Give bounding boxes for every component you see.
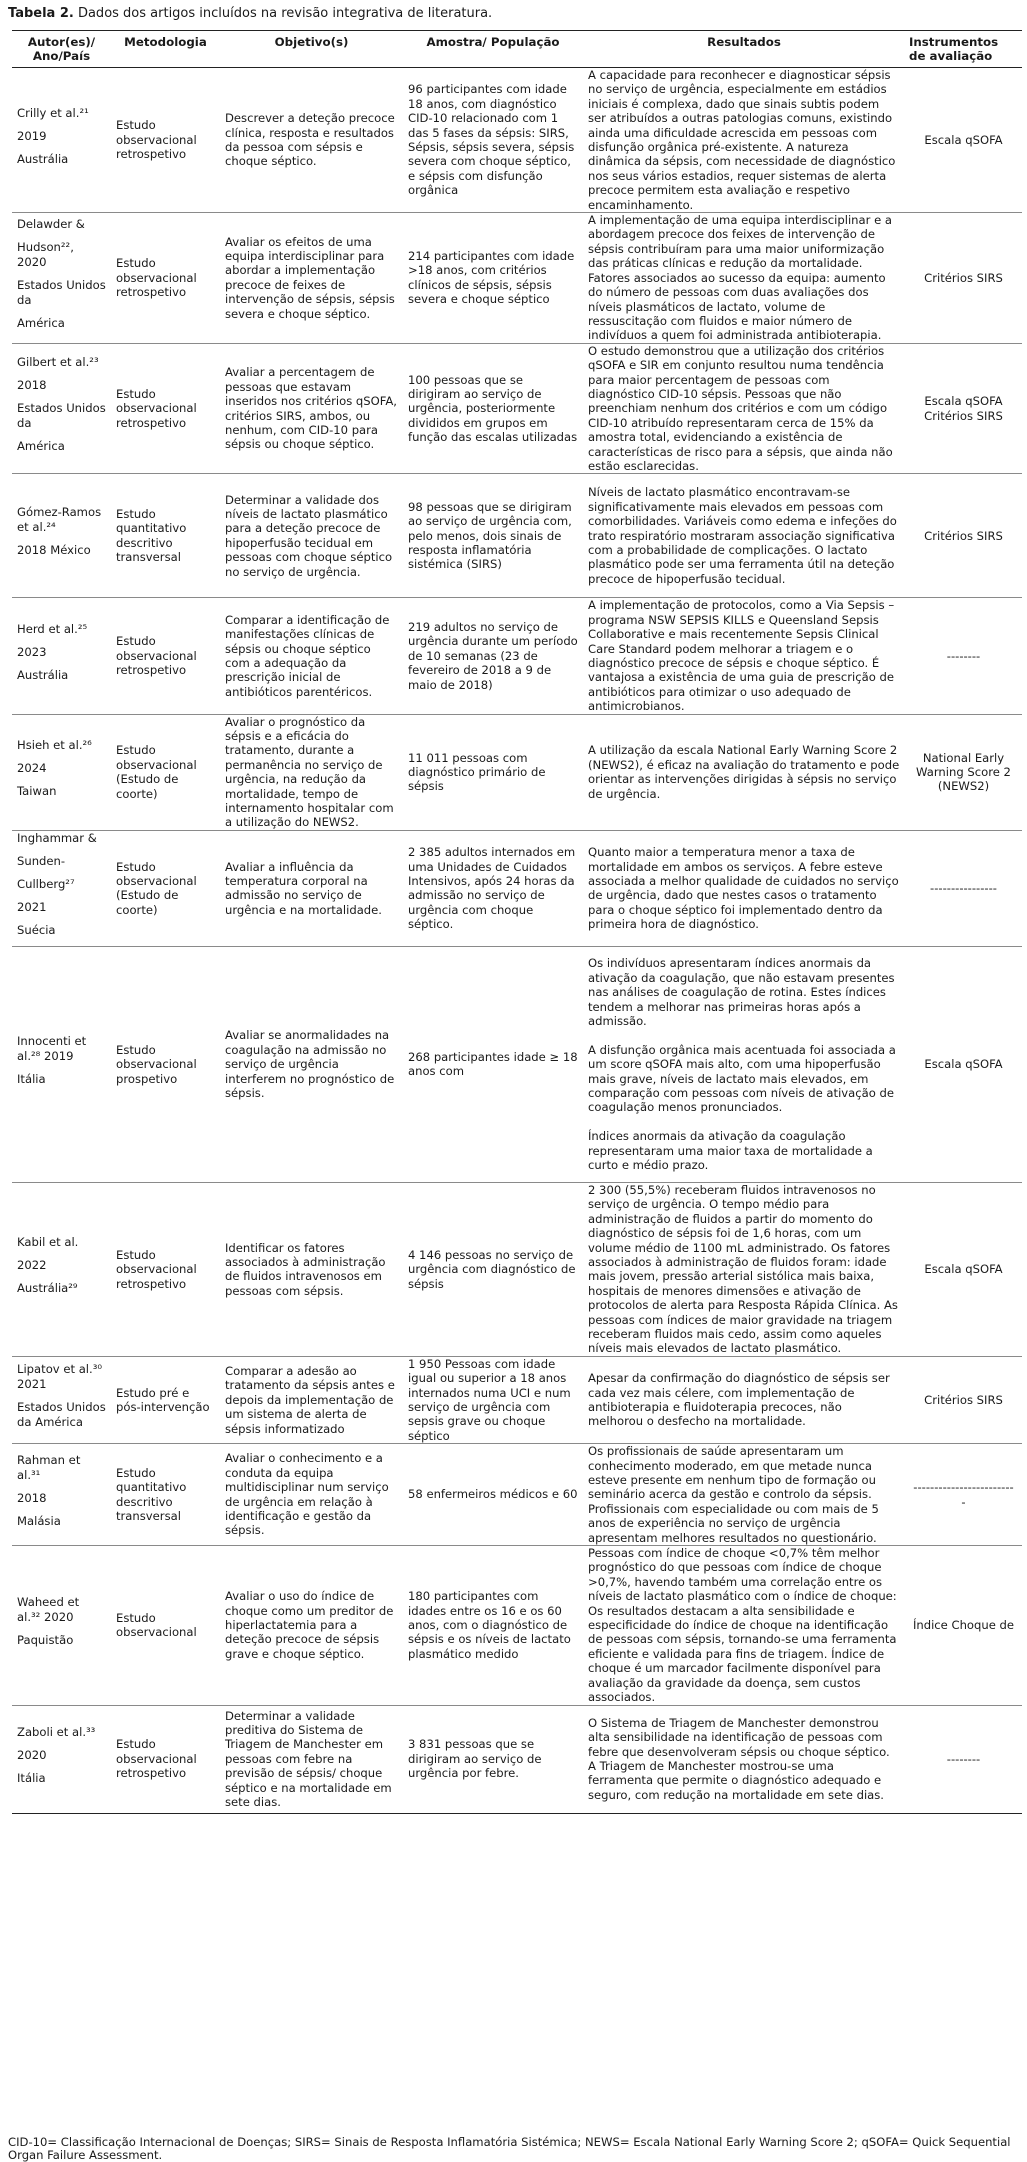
- cell-results: O estudo demonstrou que a utilização dos critérios qSOFA e SIR em conjunto resultou numa tendência para maior percentagem de pessoas com diagnóstico CID-10 sépsis. Pessoas que não preenchiam nenhum dos critérios e com um código CID-10 atribuído representaram cerca de 15% da amostra total, evidenciando a existência de características de risco para a sépsis, que ainda não estão esclarecidas.: [583, 343, 905, 474]
- author-line: Austrália²⁹: [17, 1280, 78, 1295]
- cell-objective: Determinar a validade preditiva do Sistema de Triagem de Manchester em pessoas com febre na previsão de sépsis/ choque séptico e na mortalidade em sete dias.: [220, 1705, 403, 1813]
- table-row: [12, 213, 1022, 344]
- cell-instruments: Critérios SIRS: [905, 213, 1022, 344]
- table-row: [12, 1182, 1022, 1356]
- cell-results: O Sistema de Triagem de Manchester demonstrou alta sensibilidade na identificação de pessoas com febre que desenvolveram sépsis ou choque séptico. A Triagem de Manchester mostrou-se uma ferramenta que permite o diagnóstico adequado e seguro, com redução na mortalidade em sete dias.: [583, 1705, 905, 1813]
- cell-sample: 11 011 pessoas com diagnóstico primário de sépsis: [403, 714, 583, 830]
- cell-author: [12, 1444, 111, 1546]
- cell-instruments: National Early Warning Score 2 (NEWS2): [905, 714, 1022, 830]
- table-row: [12, 598, 1022, 714]
- cell-sample: 214 participantes com idade >18 anos, com critérios clínicos de sépsis, sépsis severa e choque séptico: [403, 213, 583, 344]
- author-line: Malásia: [17, 1513, 61, 1528]
- table-row: [12, 1444, 1022, 1546]
- author-line: Sunden-: [17, 853, 66, 868]
- author-line: Lipatov et al.³⁰ 2021: [17, 1361, 103, 1391]
- cell-instruments: Escala qSOFA: [905, 1182, 1022, 1356]
- table-row: [12, 830, 1022, 946]
- cell-author: [12, 343, 111, 474]
- author-line: 2023: [17, 644, 47, 659]
- cell-instruments: Escala qSOFA Critérios SIRS: [905, 343, 1022, 474]
- cell-author: [12, 1356, 111, 1443]
- cell-objective: Avaliar a influência da temperatura corporal na admissão no serviço de urgência e na mortalidade.: [220, 830, 403, 946]
- cell-sample: 58 enfermeiros médicos e 60: [403, 1444, 583, 1546]
- table-row: [12, 1705, 1022, 1813]
- author-line: Cullberg²⁷: [17, 876, 75, 891]
- author-line: 2018 México: [17, 543, 91, 558]
- author-line: Suécia: [17, 922, 56, 937]
- header-author: Autor(es)/ Ano/País: [12, 31, 111, 68]
- header-results: Resultados: [583, 31, 905, 68]
- header-objective: Objetivo(s): [220, 31, 403, 68]
- cell-method: Estudo pré e pós-intervenção: [111, 1356, 220, 1443]
- table-row: [12, 1356, 1022, 1443]
- author-line: Estados Unidos da: [17, 401, 106, 431]
- cell-results: Os indivíduos apresentaram índices anormais da ativação da coagulação, que não estavam presentes nas análises de coagulação de rotina. Estes índices tendem a melhorar nas primeiras horas após a admissão. A disfunção orgânica mais acentuada foi associada a um score qSOFA mais alto, com uma hipoperfusão mais grave, níveis de lactato mais elevados, em comparação com pessoas com níveis de ativação de coagulação menos pronunciados. Índices anormais da ativação da coagulação representaram uma maior taxa de mortalidade a curto e médio prazo.: [583, 946, 905, 1182]
- author-line: Itália: [17, 1770, 46, 1785]
- cell-instruments: --------: [905, 598, 1022, 714]
- cell-objective: Comparar a identificação de manifestações clínicas de sépsis ou choque séptico com a adequação da prescrição inicial de antibióticos parentéricos.: [220, 598, 403, 714]
- cell-method: Estudo observacional retrospetivo: [111, 598, 220, 714]
- author-line: 2018: [17, 378, 47, 393]
- cell-method: Estudo quantitativo descritivo transversal: [111, 474, 220, 598]
- cell-method: Estudo observacional: [111, 1546, 220, 1705]
- cell-instruments: Critérios SIRS: [905, 1356, 1022, 1443]
- author-line: Estados Unidos da América: [17, 1399, 106, 1429]
- table-row: [12, 946, 1022, 1182]
- table-row: [12, 343, 1022, 474]
- table-row: [12, 1546, 1022, 1705]
- author-line: Hsieh et al.²⁶: [17, 737, 92, 752]
- cell-objective: Avaliar os efeitos de uma equipa interdisciplinar para abordar a implementação precoce de feixes de intervenção de sépsis, sépsis severa e choque séptico.: [220, 213, 403, 344]
- author-line: Kabil et al.: [17, 1234, 79, 1249]
- cell-instruments: Escala qSOFA: [905, 946, 1022, 1182]
- author-line: Waheed et al.³² 2020: [17, 1594, 80, 1624]
- table-header-row: [12, 31, 1022, 68]
- table-row: [12, 68, 1022, 213]
- cell-sample: 2 385 adultos internados em uma Unidades de Cuidados Intensivos, após 24 horas da admissão no serviço de urgência com choque séptico.: [403, 830, 583, 946]
- header-method: Metodologia: [111, 31, 220, 68]
- cell-objective: Avaliar o conhecimento e a conduta da equipa multidisciplinar num serviço de urgência em relação à identificação e gestão da sépsis.: [220, 1444, 403, 1546]
- cell-method: Estudo observacional retrospetivo: [111, 1705, 220, 1813]
- author-line: 2020: [17, 1747, 47, 1762]
- cell-sample: 96 participantes com idade 18 anos, com diagnóstico CID-10 relacionado com 1 das 5 fases da sépsis: SIRS, Sépsis, sépsis severa, sépsis severa com choque séptico, e sépsis com disfunção orgânica: [403, 68, 583, 213]
- cell-instruments: Índice Choque de: [905, 1546, 1022, 1705]
- cell-results: A implementação de uma equipa interdisciplinar e a abordagem precoce dos feixes de intervenção de sépsis contribuíram para uma maior uniformização das práticas clínicas e redução da mortalidade. Fatores associados ao sucesso da equipa: aumento do número de pessoas com duas avaliações dos níveis plasmáticos de lactato, volume de ressuscitação com fluidos e maior número de indivíduos a quem foi administrada antibioterapia.: [583, 213, 905, 344]
- cell-results: Os profissionais de saúde apresentaram um conhecimento moderado, em que metade nunca esteve presente em nenhum tipo de formação ou seminário acerca da gestão e controlo da sépsis. Profissionais com especialidade ou com mais de 5 anos de experiência no serviço de urgência apresentam melhores resultados no questionário.: [583, 1444, 905, 1546]
- cell-sample: 4 146 pessoas no serviço de urgência com diagnóstico de sépsis: [403, 1182, 583, 1356]
- cell-objective: Avaliar se anormalidades na coagulação na admissão no serviço de urgência interferem no prognóstico de sépsis.: [220, 946, 403, 1182]
- author-line: Innocenti et al.²⁸ 2019: [17, 1033, 87, 1063]
- cell-objective: Avaliar a percentagem de pessoas que estavam inseridos nos critérios qSOFA, critérios SIRS, ambos, ou nenhum, com CID-10 para sépsis ou choque séptico.: [220, 343, 403, 474]
- table-body: [12, 68, 1022, 1814]
- cell-author: [12, 213, 111, 344]
- cell-objective: Identificar os fatores associados à administração de fluidos intravenosos em pessoas com sépsis.: [220, 1182, 403, 1356]
- cell-author: [12, 474, 111, 598]
- author-line: 2022: [17, 1257, 47, 1272]
- cell-method: Estudo observacional retrospetivo: [111, 68, 220, 213]
- author-line: Gómez-Ramos et al.²⁴: [17, 505, 102, 535]
- cell-results: Quanto maior a temperatura menor a taxa de mortalidade em ambos os serviços. A febre esteve associada a melhor qualidade de cuidados no serviço de urgência, dado que nestes casos o tratamento para o choque séptico foi implementado dentro da primeira hora de diagnóstico.: [583, 830, 905, 946]
- cell-author: [12, 830, 111, 946]
- cell-results: A capacidade para reconhecer e diagnosticar sépsis no serviço de urgência, especialmente em estádios iniciais é complexa, dado que sinais subtis podem ser atribuídos a outras patologias comuns, existindo ainda uma dificuldade acrescida em pessoas com disfunção orgânica pré-existente. A natureza dinâmica da sépsis, com necessidade de diagnóstico nos seus vários estadios, requer sistemas de alerta precoce permitem esta avaliação e respetivo encaminhamento.: [583, 68, 905, 213]
- cell-instruments: Critérios SIRS: [905, 474, 1022, 598]
- cell-method: Estudo observacional retrospetivo: [111, 343, 220, 474]
- articles-table: [12, 30, 1022, 1814]
- cell-sample: 180 participantes com idades entre os 16 e os 60 anos, com o diagnóstico de sépsis e os níveis de lactato plasmático medido: [403, 1546, 583, 1705]
- author-line: Delawder &: [17, 216, 85, 231]
- cell-results: Pessoas com índice de choque <0,7% têm melhor prognóstico do que pessoas com índice de choque >0,7%, havendo também uma correlação entre os níveis de lactato plasmático com o índice de choque: Os resultados destacam a alta sensibilidade e especificidade do índice de choque na identificação de pessoas com sépsis, tornando-se uma ferramenta eficiente e validada para fins de triagem. Índice de choque é um marcador facilmente disponível para avaliação da gravidade da doença, sem custos associados.: [583, 1546, 905, 1705]
- table-row: [12, 714, 1022, 830]
- author-line: Taiwan: [17, 783, 57, 798]
- cell-sample: 3 831 pessoas que se dirigiram ao serviço de urgência por febre.: [403, 1705, 583, 1813]
- cell-method: Estudo observacional (Estudo de coorte): [111, 714, 220, 830]
- cell-method: Estudo observacional prospetivo: [111, 946, 220, 1182]
- cell-method: Estudo observacional retrospetivo: [111, 1182, 220, 1356]
- table-caption-text: Dados dos artigos incluídos na revisão integrativa de literatura.: [73, 6, 493, 21]
- cell-objective: Descrever a deteção precoce clínica, resposta e resultados da pessoa com sépsis e choque séptico.: [220, 68, 403, 213]
- cell-objective: Comparar a adesão ao tratamento da sépsis antes e depois da implementação de um sistema de alerta de sépsis informatizado: [220, 1356, 403, 1443]
- cell-results: Níveis de lactato plasmático encontravam-se significativamente mais elevados em pessoas com comorbilidades. Variáveis como edema e infeções do trato respiratório mostraram associação significativa com a probabilidade de complicações. O lactato plasmático pode ser uma ferramenta útil na deteção precoce de hipoperfusão tecidual.: [583, 474, 905, 598]
- author-line: América: [17, 315, 65, 330]
- author-line: Austrália: [17, 667, 69, 682]
- cell-author: [12, 1182, 111, 1356]
- table-footnote: CID-10= Classificação Internacional de Doenças; SIRS= Sinais de Resposta Inflamatória Sistémica; NEWS= Escala National Early Warning Score 2; qSOFA= Quick Sequential Organ Failure Assessment.: [8, 2135, 1011, 2162]
- author-line: Hudson²², 2020: [17, 239, 74, 269]
- cell-author: [12, 1705, 111, 1813]
- cell-results: A utilização da escala National Early Warning Score 2 (NEWS2), é eficaz na avaliação do tratamento e pode orientar as intervenções dirigidas à sépsis no serviço de urgência.: [583, 714, 905, 830]
- cell-method: Estudo observacional (Estudo de coorte): [111, 830, 220, 946]
- cell-method: Estudo observacional retrospetivo: [111, 213, 220, 344]
- cell-results: Apesar da confirmação do diagnóstico de sépsis ser cada vez mais célere, com implementação de antibioterapia e fluidoterapia precoces, não melhorou o desfecho na mortalidade.: [583, 1356, 905, 1443]
- header-sample: Amostra/ População: [403, 31, 583, 68]
- author-line: Crilly et al.²¹: [17, 105, 89, 120]
- cell-instruments: --------: [905, 1705, 1022, 1813]
- author-line: 2019: [17, 128, 47, 143]
- author-line: 2021: [17, 899, 47, 914]
- author-line: Rahman et al.³¹: [17, 1452, 81, 1482]
- cell-instruments: Escala qSOFA: [905, 68, 1022, 213]
- cell-sample: 1 950 Pessoas com idade igual ou superior a 18 anos internados numa UCI e num serviço de urgência com sepsis grave ou choque séptico: [403, 1356, 583, 1443]
- cell-objective: Avaliar o uso do índice de choque como um preditor de hiperlactatemia para a deteção precoce de sépsis grave e choque séptico.: [220, 1546, 403, 1705]
- cell-instruments: ----------------: [905, 830, 1022, 946]
- cell-results: A implementação de protocolos, como a Via Sepsis – programa NSW SEPSIS KILLS e Queensland Sepsis Collaborative e mais recentemente Sepsis Clinical Care Standard podem melhorar a triagem e o diagnóstico precoce de sépsis e choque séptico. É vantajosa a existência de uma guia de prescrição de antibióticos para otimizar o uso adequado de antimicrobianos.: [583, 598, 905, 714]
- author-line: Estados Unidos da: [17, 277, 106, 307]
- cell-author: [12, 714, 111, 830]
- cell-author: [12, 946, 111, 1182]
- author-line: Itália: [17, 1071, 46, 1086]
- cell-sample: 268 participantes idade ≥ 18 anos com: [403, 946, 583, 1182]
- cell-sample: 98 pessoas que se dirigiram ao serviço de urgência com, pelo menos, dois sinais de resposta inflamatória sistémica (SIRS): [403, 474, 583, 598]
- author-line: Inghammar &: [17, 830, 97, 845]
- table-row: [12, 474, 1022, 598]
- header-instruments: Instrumentos de avaliação: [905, 31, 1022, 68]
- author-line: 2024: [17, 760, 47, 775]
- cell-author: [12, 68, 111, 213]
- author-line: Gilbert et al.²³: [17, 355, 99, 370]
- table-caption-label: Tabela 2.: [8, 6, 74, 21]
- cell-author: [12, 598, 111, 714]
- cell-objective: Determinar a validade dos níveis de lactato plasmático para a deteção precoce de hipoperfusão tecidual em pessoas com choque séptico no serviço de urgência.: [220, 474, 403, 598]
- table-caption: [8, 6, 492, 22]
- cell-author: [12, 1546, 111, 1705]
- cell-sample: 219 adultos no serviço de urgência durante um período de 10 semanas (23 de fevereiro de 2018 a 9 de maio de 2018): [403, 598, 583, 714]
- author-line: Austrália: [17, 151, 69, 166]
- author-line: 2018: [17, 1490, 47, 1505]
- cell-instruments: ------------------------ -: [905, 1444, 1022, 1546]
- author-line: Zaboli et al.³³: [17, 1724, 96, 1739]
- cell-method: Estudo quantitativo descritivo transversal: [111, 1444, 220, 1546]
- cell-objective: Avaliar o prognóstico da sépsis e a eficácia do tratamento, durante a permanência no serviço de urgência, na redução da mortalidade, tempo de internamento hospitalar com a utilização do NEWS2.: [220, 714, 403, 830]
- author-line: Paquistão: [17, 1632, 74, 1647]
- author-line: Herd et al.²⁵: [17, 621, 88, 636]
- cell-results: 2 300 (55,5%) receberam fluidos intravenosos no serviço de urgência. O tempo médio para administração de fluidos a partir do momento do diagnóstico de sépsis foi de 1,6 horas, com um volume médio de 1100 mL administrado. Os fatores associados à administração de fluidos foram: idade mais jovem, pressão arterial sistólica mais baixa, hospitais de menores dimensões e ativação de protocolos de alerta para Resposta Rápida Clínica. As pessoas com índices de maior gravidade na triagem receberam fluidos mais cedo, assim como aqueles níveis mais elevados de lactato plasmático.: [583, 1182, 905, 1356]
- cell-sample: 100 pessoas que se dirigiram ao serviço de urgência, posteriormente divididos em grupos em função das escalas utilizadas: [403, 343, 583, 474]
- author-line: América: [17, 439, 65, 454]
